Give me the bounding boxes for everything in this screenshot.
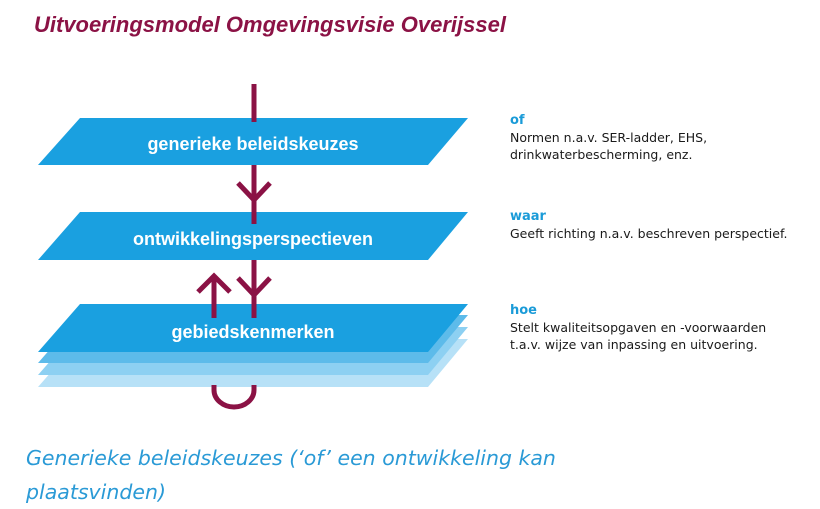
description-of-line-2: drinkwaterbescherming, enz. bbox=[510, 147, 693, 162]
description-of-line-1: Normen n.a.v. SER-ladder, EHS, bbox=[510, 130, 708, 145]
description-waar bbox=[510, 208, 787, 242]
diagram-title: Uitvoeringsmodel Omgevingsvisie Overijssel bbox=[34, 12, 506, 37]
loop-arrow bbox=[214, 385, 254, 407]
keyword-waar: waar bbox=[510, 209, 546, 224]
description-hoe-line-1: Stelt kwaliteitsopgaven en -voorwaarden bbox=[510, 320, 767, 335]
description-hoe bbox=[510, 302, 766, 353]
layer-label-perspectives: ontwikkelingsperspectieven bbox=[132, 229, 374, 249]
description-hoe-line-2: t.a.v. wijze van inpassing en uitvoering. bbox=[510, 337, 758, 352]
description-waar-line-1: Geeft richting n.a.v. beschreven perspectief. bbox=[510, 226, 788, 241]
keyword-hoe: hoe bbox=[510, 303, 538, 318]
caption-line-2: plaatsvinden) bbox=[26, 480, 166, 504]
keyword-of: of bbox=[510, 113, 525, 128]
description-of bbox=[510, 112, 707, 163]
caption bbox=[26, 441, 556, 509]
caption-line-1: Generieke beleidskeuzes (‘of’ een ontwikkeling kan bbox=[26, 446, 556, 470]
layer-label-area: gebiedskenmerken bbox=[171, 322, 335, 342]
layer-label-generic: generieke beleidskeuzes bbox=[147, 134, 359, 154]
